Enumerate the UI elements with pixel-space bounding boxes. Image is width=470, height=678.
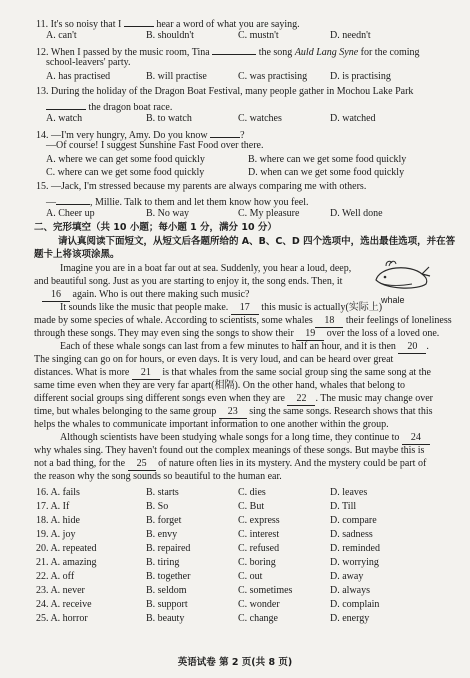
section-instructions-cont: 题卡上将该项涂黑。 — [34, 249, 120, 260]
q12-stem: 12. When I passed by the music room, Tina the song Auld Lang Syne for the coming — [36, 44, 470, 59]
option: B. where can we get some food quickly — [248, 154, 407, 165]
q14-options-cd — [0, 167, 470, 179]
answer-blank — [212, 44, 256, 55]
q15-stem-cont: — , Millie. Talk to them and let them know how you feel. — [46, 194, 470, 209]
option: B. starts — [146, 487, 179, 498]
option: C. interest — [238, 529, 280, 540]
option: D. when can we get some food quickly — [248, 167, 405, 178]
option-row — [0, 501, 470, 513]
answer-blank — [210, 127, 240, 138]
q11-options — [0, 30, 470, 42]
option: B. envy — [146, 529, 178, 540]
q11-stem: 11. It's so noisy that I hear a word of what you are saying. — [36, 16, 470, 31]
option-row — [0, 599, 470, 611]
option: C. My pleasure — [238, 208, 300, 219]
option-row — [0, 613, 470, 625]
option: C. was practising — [238, 71, 308, 82]
passage-line: It sounds like the music that people make. 17 this music is actually(实际上) — [60, 302, 383, 313]
option: B. seldom — [146, 585, 187, 596]
option: D. Well done — [330, 208, 383, 219]
q12-options — [0, 71, 470, 83]
blank-17: 17 — [231, 302, 259, 315]
option: D. compare — [330, 515, 377, 526]
answer-blank — [46, 99, 86, 110]
passage-line: through these songs. They may even sing the songs to show their 19 over the loss of a loved one. — [34, 328, 440, 339]
blank-19: 19 — [296, 328, 324, 341]
option: 18. A. hide — [36, 515, 80, 526]
option: C. wonder — [238, 599, 280, 610]
blank-20: 20 — [398, 341, 426, 354]
option: B. repaired — [146, 543, 191, 554]
passage-line: why whales sing. They haven't found out the complex meanings of these songs. But maybe this is — [34, 445, 425, 456]
option-row — [0, 529, 470, 541]
option: D. complain — [330, 599, 380, 610]
passage-line: Imagine you are in a boat far out at sea. Suddenly, you hear a loud, deep, — [60, 263, 352, 274]
option: B. No way — [146, 208, 190, 219]
option-row — [0, 571, 470, 583]
option: 25. A. horror — [36, 613, 88, 624]
page-footer: 英语试卷 第 2 页(共 8 页) — [177, 657, 293, 668]
option: C. boring — [238, 557, 276, 568]
option-row — [0, 557, 470, 569]
option-row — [0, 585, 470, 597]
option: B. So — [146, 501, 169, 512]
passage-line: same time even when they are very far apart(相隔). On the other hand, whales that belong to — [34, 380, 405, 391]
passage-line: not a bad thing, for the 25 of nature often lies in its mystery. And the mystery could be part of — [34, 458, 427, 469]
answer-blank — [124, 16, 154, 27]
blank-25: 25 — [128, 458, 156, 471]
option: A. where we can get some food quickly — [46, 154, 205, 165]
option: D. needn't — [330, 30, 371, 41]
blank-23: 23 — [219, 406, 247, 419]
option: D. Till — [330, 501, 357, 512]
option: A. can't — [46, 30, 77, 41]
option: B. shouldn't — [146, 30, 194, 41]
option: D. watched — [330, 113, 376, 124]
blank-24: 24 — [402, 432, 430, 445]
option: A. watch — [46, 113, 83, 124]
option: B. beauty — [146, 613, 185, 624]
q15-stem: 15. —Jack, I'm stressed because my parents are always comparing me with others. — [36, 181, 367, 192]
option: 16. A. fails — [36, 487, 80, 498]
option-row — [0, 515, 470, 527]
option: 17. A. If — [36, 501, 70, 512]
option-row — [0, 487, 470, 499]
q13-options — [0, 113, 470, 125]
option: B. support — [146, 599, 188, 610]
option: D. energy — [330, 613, 370, 624]
option: B. to watch — [146, 113, 192, 124]
option: D. sadness — [330, 529, 373, 540]
answer-blank — [56, 194, 90, 205]
option: D. always — [330, 585, 370, 596]
passage-line: distances. What is more 21 is that whales from the same social group sing the same song at the — [34, 367, 431, 378]
q14-stem: 14. —I'm very hungry, Amy. Do you know ? — [36, 127, 470, 142]
section-instructions: 请认真阅读下面短文，从短文后各题所给的 A、B、C、D 四个选项中，选出最佳选项，并在答 — [58, 236, 456, 247]
q12-stem-cont: school-leavers' party. — [46, 57, 131, 68]
passage-line: The singing can go on for hours, or even days. It is very loud, and can be heard over great — [34, 354, 394, 365]
option: C. mustn't — [238, 30, 279, 41]
option: D. leaves — [330, 487, 368, 498]
passage-line: and beautiful song. Just as you are starting to enjoy it, the song ends. Then, it — [34, 276, 343, 287]
passage-line: Each of these whale songs can last from a few minutes to half an hour, and it is then 20 . — [60, 341, 429, 352]
option: 19. A. joy — [36, 529, 76, 540]
option: C. express — [238, 515, 280, 526]
option: 20. A. repeated — [36, 543, 97, 554]
option-row — [0, 543, 470, 555]
option: D. worrying — [330, 557, 379, 568]
whale-caption: whale — [381, 295, 405, 305]
option: 23. A. never — [36, 585, 85, 596]
option: D. is practising — [330, 71, 391, 82]
option: C. refused — [238, 543, 280, 554]
q14-options-ab — [0, 154, 470, 166]
q15-options — [0, 208, 470, 220]
option: B. forget — [146, 515, 182, 526]
option: D. away — [330, 571, 364, 582]
q13-stem-cont: the dragon boat race. — [46, 99, 470, 114]
option: C. But — [238, 501, 265, 512]
blank-18: 18 — [315, 315, 343, 328]
option: C. dies — [238, 487, 266, 498]
option: C. sometimes — [238, 585, 293, 596]
option: D. reminded — [330, 543, 380, 554]
blank-16: 16 — [42, 289, 70, 302]
q14-stem-cont: —Of course! I suggest Sunshine Fast Food over there. — [46, 140, 264, 151]
passage-line: made by some species of whale. According to scientists, some whales 18 their feelings of loneliness — [34, 315, 452, 326]
option: 24. A. receive — [36, 599, 92, 610]
option: 22. A. off — [36, 571, 75, 582]
option: C. watches — [238, 113, 282, 124]
option: A. has practised — [46, 71, 111, 82]
passage-line: helps the whales to communicate important information to one another within the group. — [34, 419, 389, 430]
passage-line: the reason why the song sounds so beautiful to the human ear. — [34, 471, 282, 482]
passage-line: different social groups sing different songs even when they are 22 . The music may change over — [34, 393, 434, 404]
option: A. Cheer up — [46, 208, 95, 219]
blank-22: 22 — [287, 393, 315, 406]
option: B. will practise — [146, 71, 207, 82]
blank-21: 21 — [132, 367, 160, 380]
section-title: 二、完形填空（共 10 小题；每小题 1 分，满分 10 分） — [34, 222, 277, 233]
passage-line: time, but whales belonging to the same group 23 sing the same songs. Research shows that this — [34, 406, 433, 417]
option: 21. A. amazing — [36, 557, 97, 568]
option: C. where can we get some food quickly — [46, 167, 205, 178]
passage-line: Although scientists have been studying whale songs for a long time, they continue to 24 — [60, 432, 470, 445]
option: C. out — [238, 571, 263, 582]
q13-stem: 13. During the holiday of the Dragon Boat Festival, many people gather in Mochou Lake Park — [36, 86, 414, 97]
option: C. change — [238, 613, 278, 624]
option: B. tiring — [146, 557, 180, 568]
option: B. together — [146, 571, 191, 582]
passage-line: 16 again. Who is out there making such music? — [42, 289, 470, 302]
